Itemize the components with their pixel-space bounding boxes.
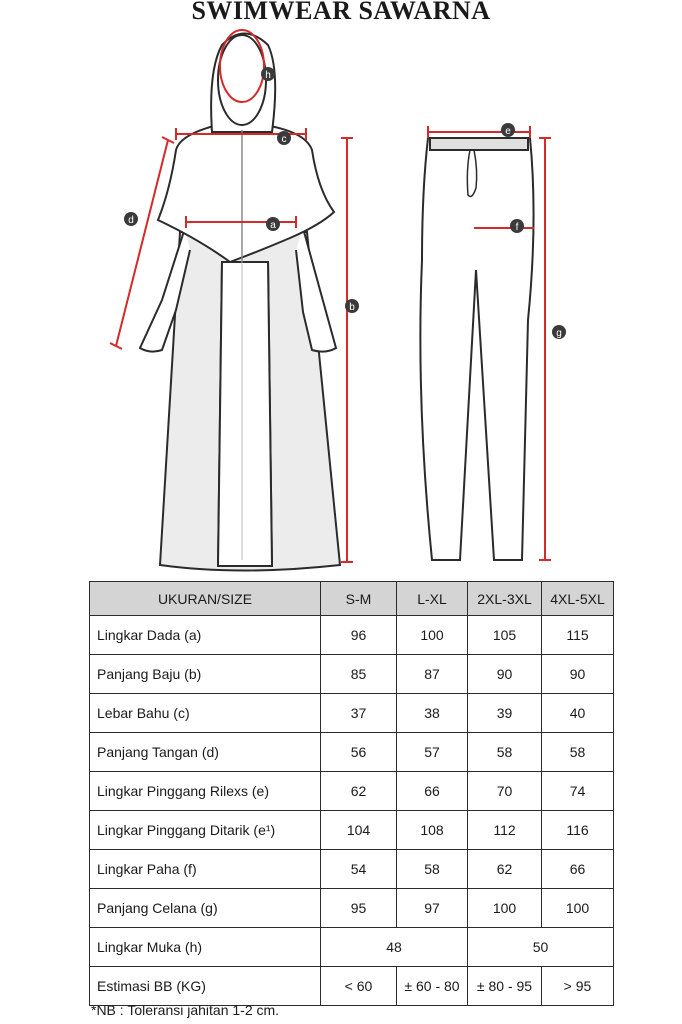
table-cell: 54 bbox=[321, 850, 397, 889]
table-header-cell: UKURAN/SIZE bbox=[90, 582, 321, 616]
marker-h-label: h bbox=[265, 70, 271, 81]
size-table bbox=[89, 581, 614, 1006]
table-header-cell: L-XL bbox=[397, 582, 468, 616]
table-row bbox=[90, 694, 614, 733]
table-cell: 105 bbox=[468, 616, 542, 655]
table-row bbox=[90, 850, 614, 889]
tunic-center bbox=[218, 262, 272, 566]
row-label: Lingkar Pinggang Ditarik (e¹) bbox=[90, 811, 321, 850]
table-cell: 39 bbox=[468, 694, 542, 733]
table-header-row bbox=[90, 582, 614, 616]
tolerance-note: *NB : Toleransi jahitan 1-2 cm. bbox=[91, 1002, 280, 1018]
table-cell: 62 bbox=[321, 772, 397, 811]
table-cell: 95 bbox=[321, 889, 397, 928]
table-cell: ± 80 - 95 bbox=[468, 967, 542, 1006]
marker-f-label: f bbox=[515, 222, 519, 233]
marker-d-label: d bbox=[128, 215, 134, 226]
table-row bbox=[90, 772, 614, 811]
pants-outline bbox=[420, 138, 533, 560]
table-row bbox=[90, 616, 614, 655]
table-row bbox=[90, 733, 614, 772]
table-row bbox=[90, 889, 614, 928]
row-label: Panjang Tangan (d) bbox=[90, 733, 321, 772]
table-cell: 100 bbox=[468, 889, 542, 928]
table-cell: 58 bbox=[542, 733, 614, 772]
tunic-face-opening bbox=[218, 35, 266, 125]
row-label: Lingkar Muka (h) bbox=[90, 928, 321, 967]
table-cell: < 60 bbox=[321, 967, 397, 1006]
table-cell: 96 bbox=[321, 616, 397, 655]
marker-a-label: a bbox=[270, 220, 276, 231]
table-cell: > 95 bbox=[542, 967, 614, 1006]
table-cell: 66 bbox=[542, 850, 614, 889]
table-header-cell: 2XL-3XL bbox=[468, 582, 542, 616]
table-cell: 62 bbox=[468, 850, 542, 889]
row-label: Estimasi BB (KG) bbox=[90, 967, 321, 1006]
table-cell: 85 bbox=[321, 655, 397, 694]
table-header-cell: S-M bbox=[321, 582, 397, 616]
table-cell: 57 bbox=[397, 733, 468, 772]
table-cell: 90 bbox=[542, 655, 614, 694]
pants-waistband bbox=[430, 138, 528, 150]
size-diagram bbox=[0, 22, 682, 582]
table-cell: 37 bbox=[321, 694, 397, 733]
table-header-cell: 4XL-5XL bbox=[542, 582, 614, 616]
row-label: Lingkar Paha (f) bbox=[90, 850, 321, 889]
table-cell: 38 bbox=[397, 694, 468, 733]
row-label: Panjang Baju (b) bbox=[90, 655, 321, 694]
tunic-illustration bbox=[140, 34, 340, 571]
table-cell: 50 bbox=[468, 928, 614, 967]
row-label: Lingkar Pinggang Rilexs (e) bbox=[90, 772, 321, 811]
table-cell: 112 bbox=[468, 811, 542, 850]
marker-e-label: e bbox=[505, 126, 511, 137]
table-cell: 40 bbox=[542, 694, 614, 733]
row-label: Lingkar Dada (a) bbox=[90, 616, 321, 655]
marker-c-label: c bbox=[281, 134, 287, 145]
table-row-bb bbox=[90, 967, 614, 1006]
pants-illustration bbox=[420, 138, 533, 560]
table-row bbox=[90, 655, 614, 694]
table-row bbox=[90, 811, 614, 850]
table-cell: 116 bbox=[542, 811, 614, 850]
table-cell: 100 bbox=[397, 616, 468, 655]
table-cell: 104 bbox=[321, 811, 397, 850]
table-cell: 115 bbox=[542, 616, 614, 655]
table-cell: 70 bbox=[468, 772, 542, 811]
table-cell: 56 bbox=[321, 733, 397, 772]
table-cell: 74 bbox=[542, 772, 614, 811]
table-row-muka bbox=[90, 928, 614, 967]
table-cell: 87 bbox=[397, 655, 468, 694]
table-cell: ± 60 - 80 bbox=[397, 967, 468, 1006]
table-cell: 58 bbox=[397, 850, 468, 889]
table-cell: 58 bbox=[468, 733, 542, 772]
table-cell: 48 bbox=[321, 928, 468, 967]
table-cell: 90 bbox=[468, 655, 542, 694]
marker-b-label: b bbox=[349, 302, 355, 313]
page-title: SWIMWEAR SAWARNA bbox=[191, 0, 491, 25]
row-label: Lebar Bahu (c) bbox=[90, 694, 321, 733]
table-cell: 100 bbox=[542, 889, 614, 928]
marker-g-label: g bbox=[556, 328, 562, 339]
table-cell: 97 bbox=[397, 889, 468, 928]
table-cell: 66 bbox=[397, 772, 468, 811]
row-label: Panjang Celana (g) bbox=[90, 889, 321, 928]
table-cell: 108 bbox=[397, 811, 468, 850]
